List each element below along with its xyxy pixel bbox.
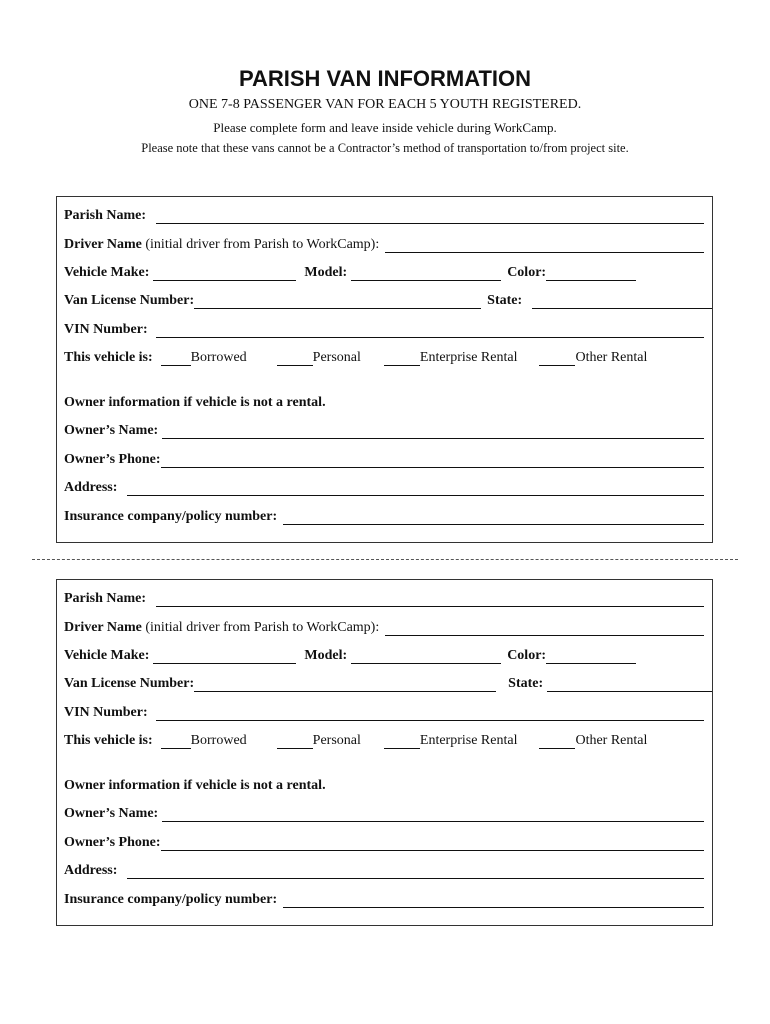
option-other-rental[interactable]: Other Rental bbox=[539, 733, 647, 749]
insurance-label: Insurance company/policy number: bbox=[64, 892, 278, 907]
vin-label: VIN Number: bbox=[64, 322, 148, 337]
option-borrowed[interactable]: Borrowed bbox=[161, 350, 247, 366]
address-row bbox=[64, 478, 704, 496]
subtitle-instructions: Please complete form and leave inside vehicle during WorkCamp. bbox=[213, 120, 557, 135]
this-vehicle-label: This vehicle is: bbox=[64, 733, 153, 748]
owner-name-row bbox=[64, 804, 704, 822]
parish-name-row bbox=[64, 589, 704, 607]
address-row bbox=[64, 861, 704, 879]
owner-name-row bbox=[64, 421, 704, 439]
address-field[interactable] bbox=[127, 865, 704, 879]
parish-name-row bbox=[64, 206, 704, 224]
license-row bbox=[64, 291, 712, 309]
parish-name-label: Parish Name: bbox=[64, 208, 147, 223]
owner-name-field[interactable] bbox=[162, 808, 704, 822]
vin-row bbox=[64, 320, 704, 338]
address-label: Address: bbox=[64, 863, 118, 878]
insurance-label: Insurance company/policy number: bbox=[64, 509, 278, 524]
vehicle-row bbox=[64, 263, 704, 281]
vehicle-type-row bbox=[64, 731, 704, 749]
insurance-field[interactable] bbox=[283, 894, 704, 908]
owner-phone-field[interactable] bbox=[161, 454, 704, 468]
vehicle-type-row bbox=[64, 348, 704, 366]
vin-label: VIN Number: bbox=[64, 705, 148, 720]
vehicle-row bbox=[64, 646, 704, 664]
owner-heading: Owner information if vehicle is not a rental. bbox=[64, 778, 326, 793]
van-license-label: Van License Number: bbox=[64, 293, 195, 308]
model-label: Model: bbox=[304, 265, 348, 280]
driver-name-note: (initial driver from Parish to WorkCamp): bbox=[145, 237, 380, 252]
model-label: Model: bbox=[304, 648, 348, 663]
state-field[interactable] bbox=[547, 678, 712, 692]
color-label: Color: bbox=[507, 265, 547, 280]
vehicle-make-field[interactable] bbox=[153, 267, 296, 281]
driver-name-note: (initial driver from Parish to WorkCamp): bbox=[145, 620, 380, 635]
driver-name-field[interactable] bbox=[385, 622, 704, 636]
subtitle-note: Please note that these vans cannot be a Contractor’s method of transportation to/from project site. bbox=[141, 141, 629, 155]
state-field[interactable] bbox=[532, 295, 712, 309]
owner-phone-field[interactable] bbox=[161, 837, 704, 851]
this-vehicle-label: This vehicle is: bbox=[64, 350, 153, 365]
cut-line-divider bbox=[32, 559, 738, 560]
owner-heading-row bbox=[64, 776, 704, 794]
owner-phone-row bbox=[64, 833, 704, 851]
owner-name-label: Owner’s Name: bbox=[64, 806, 159, 821]
van-license-label: Van License Number: bbox=[64, 676, 195, 691]
driver-name-field[interactable] bbox=[385, 239, 704, 253]
option-personal[interactable]: Personal bbox=[277, 733, 361, 749]
color-field[interactable] bbox=[546, 267, 636, 281]
option-personal[interactable]: Personal bbox=[277, 350, 361, 366]
vin-row bbox=[64, 703, 704, 721]
vehicle-make-label: Vehicle Make: bbox=[64, 648, 150, 663]
driver-name-label: Driver Name bbox=[64, 620, 142, 635]
owner-name-label: Owner’s Name: bbox=[64, 423, 159, 438]
license-row bbox=[64, 674, 712, 692]
vin-field[interactable] bbox=[156, 707, 704, 721]
owner-phone-label: Owner’s Phone: bbox=[64, 835, 161, 850]
option-enterprise-rental[interactable]: Enterprise Rental bbox=[384, 350, 518, 366]
van-form-1 bbox=[56, 196, 713, 543]
parish-name-field[interactable] bbox=[156, 593, 704, 607]
color-field[interactable] bbox=[546, 650, 636, 664]
option-enterprise-rental[interactable]: Enterprise Rental bbox=[384, 733, 518, 749]
owner-heading-row bbox=[64, 393, 704, 411]
subtitle-passenger-van: ONE 7-8 PASSENGER VAN FOR EACH 5 YOUTH REGISTERED. bbox=[188, 97, 582, 112]
parish-name-field[interactable] bbox=[156, 210, 704, 224]
owner-phone-label: Owner’s Phone: bbox=[64, 452, 161, 467]
address-field[interactable] bbox=[127, 482, 704, 496]
insurance-row bbox=[64, 890, 704, 908]
state-label: State: bbox=[508, 676, 544, 691]
model-field[interactable] bbox=[351, 267, 501, 281]
insurance-row bbox=[64, 507, 704, 525]
state-label: State: bbox=[487, 293, 523, 308]
address-label: Address: bbox=[64, 480, 118, 495]
option-other-rental[interactable]: Other Rental bbox=[539, 350, 647, 366]
vin-field[interactable] bbox=[156, 324, 704, 338]
owner-phone-row bbox=[64, 450, 704, 468]
driver-name-row bbox=[64, 235, 704, 253]
model-field[interactable] bbox=[351, 650, 501, 664]
page-title: PARISH VAN INFORMATION bbox=[238, 66, 532, 91]
driver-name-row bbox=[64, 618, 704, 636]
parish-name-label: Parish Name: bbox=[64, 591, 147, 606]
van-form-2 bbox=[56, 579, 713, 926]
driver-name-label: Driver Name bbox=[64, 237, 142, 252]
insurance-field[interactable] bbox=[283, 511, 704, 525]
van-license-field[interactable] bbox=[194, 678, 496, 692]
option-borrowed[interactable]: Borrowed bbox=[161, 733, 247, 749]
color-label: Color: bbox=[507, 648, 547, 663]
van-license-field[interactable] bbox=[194, 295, 481, 309]
owner-heading: Owner information if vehicle is not a rental. bbox=[64, 395, 326, 410]
vehicle-make-field[interactable] bbox=[153, 650, 296, 664]
vehicle-make-label: Vehicle Make: bbox=[64, 265, 150, 280]
owner-name-field[interactable] bbox=[162, 425, 704, 439]
